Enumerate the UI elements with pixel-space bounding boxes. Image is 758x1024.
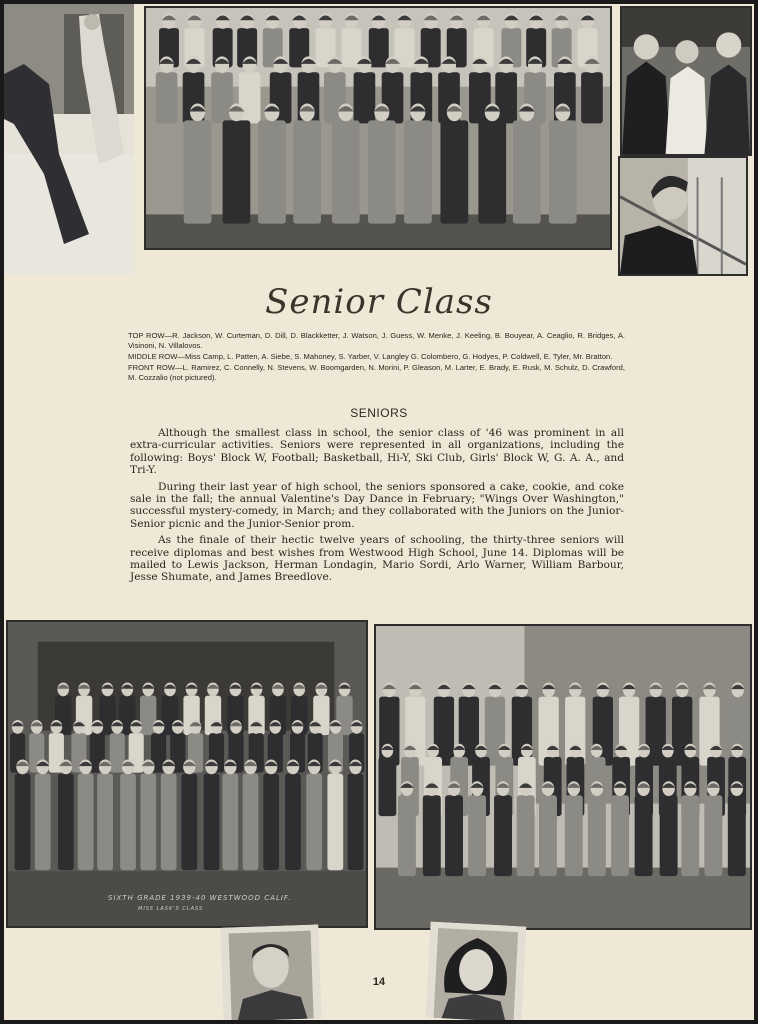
yearbook-page xyxy=(4,4,754,1020)
photo-small-portrait-girl xyxy=(426,922,527,1020)
article-body xyxy=(130,427,624,588)
page-title: Senior Class xyxy=(265,282,493,322)
section-heading: SENIORS xyxy=(350,406,408,420)
photo-boy-portrait xyxy=(618,156,748,276)
middle-row-names: MIDDLE ROW—Miss Camp, L. Patten, A. Siebe, S. Mahoney, S. Yarber, V. Langley G. Colombero, G. Hodyes, P. Coldwell, E. Tyler, Mr. Bratton. xyxy=(128,352,613,361)
top-row-names: TOP ROW—R. Jackson, W. Curteman, D. Dill, D. Blackketter, J. Watson, J. Guess, W. Menke, J. Keeling, B. Bouyear, A. Ceaglio, R. Bridges, A. Visinoni, N. Villalovos. xyxy=(128,331,625,350)
paragraph: As the finale of their hectic twelve years of schooling, the thirty-three seniors will receive diplomas and best wishes from Westwood High School, June 14. Diplomas will be mailed to Lewis Jackson, Herman Londagin, Mario Sordi, Arlo Warner, William Barbour, Jesse Shumate, and James Breedlove. xyxy=(130,534,624,584)
front-row-names: FRONT ROW—L. Ramirez, C. Connelly, N. Stevens, W. Boomgarden, N. Morini, P. Gleason, M. Larter, E. Brady, E. Rusk, M. Schulz, D. Crawford, M. Cozzalio (not pictured). xyxy=(128,363,625,382)
photo-caption: SIXTH GRADE 1939-40 WESTWOOD CALIF. xyxy=(108,894,292,902)
photo-senior-class-group xyxy=(144,6,612,250)
photo-group-outdoors xyxy=(374,624,752,930)
photo-standing-student xyxy=(4,4,134,276)
name-rows xyxy=(128,331,625,384)
photo-sixth-grade-class xyxy=(6,620,368,928)
paragraph: Although the smallest class in school, the senior class of '46 was prominent in all extra-curricular activities. Seniors were represented in all organizations, including the following: Boys' Block W, Football; Basketball, Hi-Y, Ski Club, Girls' Block W, G. A. A., and Tri-Y. xyxy=(130,427,624,477)
photo-small-portrait-boy xyxy=(220,924,321,1020)
photo-caption-sub: MISS LASK'S CLASS xyxy=(138,906,204,912)
paragraph: During their last year of high school, the seniors sponsored a cake, cookie, and coke sale in the fall; the annual Valentine's Day Dance in February; "Wings Over Washington," successful mystery-comedy, in March; and they collaborated with the Juniors on the Junior-Senior picnic and the Junior-Senior prom. xyxy=(130,480,624,530)
page-number: 14 xyxy=(372,976,386,988)
photo-three-students xyxy=(620,6,752,156)
